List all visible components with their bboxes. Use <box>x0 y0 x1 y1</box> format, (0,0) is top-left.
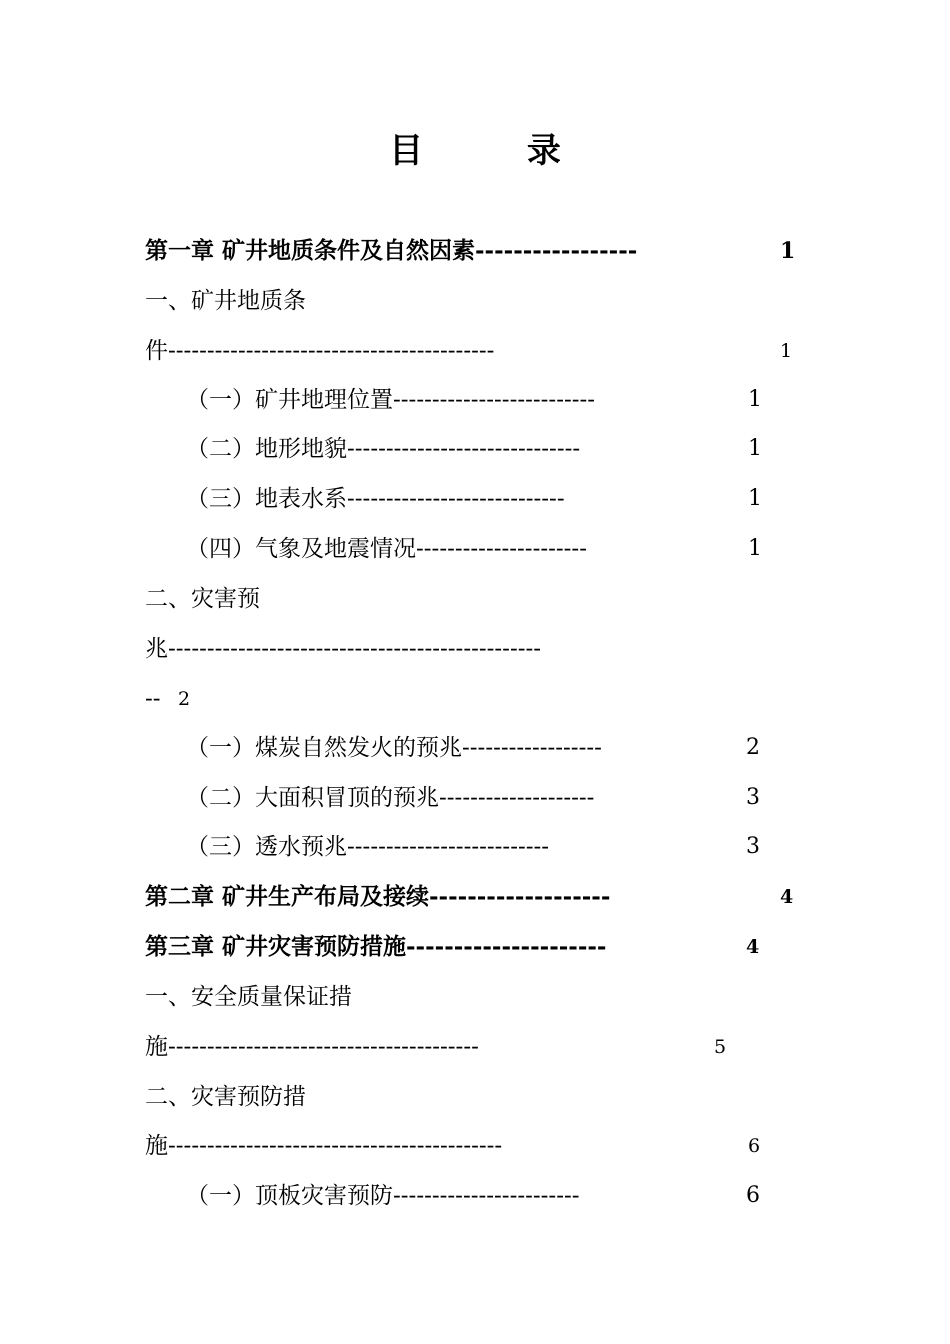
toc-entry-section: 二、灾害预 <box>145 586 260 612</box>
toc-page-number: 3 <box>746 834 760 859</box>
toc-entry-chapter-2: 第二章 矿井生产布局及接续------------------- <box>145 883 611 910</box>
toc-page-number: 1 <box>748 536 762 561</box>
toc-page-number: 2 <box>178 688 191 710</box>
toc-title: 目 录 <box>389 131 607 171</box>
toc-entry-section: 一、矿井地质条 <box>145 288 306 314</box>
toc-page-number: 3 <box>746 785 760 810</box>
toc-entry-section-cont: 兆------------------------------------------------ <box>145 636 542 662</box>
toc-page-number: 4 <box>780 886 794 908</box>
toc-page-number: 6 <box>746 1183 760 1208</box>
toc-entry-section: 一、安全质量保证措 <box>145 984 352 1010</box>
toc-entry-subsection: （二）地形地貌------------------------------ <box>186 436 581 462</box>
toc-page-number: 4 <box>746 936 760 958</box>
toc-entry-subsection: （三）地表水系---------------------------- <box>186 486 565 512</box>
toc-entry-chapter-3: 第三章 矿井灾害预防措施--------------------- <box>145 933 607 960</box>
toc-entry-section-cont: -- <box>145 686 161 712</box>
toc-entry-subsection: （二）大面积冒顶的预兆-------------------- <box>186 785 595 811</box>
toc-page-number: 5 <box>714 1036 727 1058</box>
toc-entry-subsection: （三）透水预兆-------------------------- <box>186 834 550 860</box>
toc-entry-chapter-1: 第一章 矿井地质条件及自然因素----------------- <box>145 237 638 264</box>
toc-entry-subsection: （一）顶板灾害预防------------------------ <box>186 1183 580 1209</box>
toc-page-number: 1 <box>748 486 762 511</box>
toc-entry-section-cont: 施------------------------------------------- <box>145 1133 503 1159</box>
toc-entry-section-cont: 件------------------------------------------ <box>145 338 495 364</box>
toc-page-number: 1 <box>748 436 762 461</box>
toc-page-number: 1 <box>780 340 793 362</box>
toc-page-number: 2 <box>746 735 760 760</box>
toc-entry-subsection: （一）矿井地理位置-------------------------- <box>186 387 596 413</box>
toc-entry-subsection: （四）气象及地震情况---------------------- <box>186 536 587 562</box>
toc-entry-section: 二、灾害预防措 <box>145 1084 306 1110</box>
toc-page-number: 1 <box>780 238 796 264</box>
toc-page-number: 6 <box>748 1135 761 1157</box>
toc-entry-subsection: （一）煤炭自然发火的预兆------------------ <box>186 735 602 761</box>
toc-entry-section-cont: 施---------------------------------------- <box>145 1034 479 1060</box>
toc-page-number: 1 <box>748 387 762 412</box>
